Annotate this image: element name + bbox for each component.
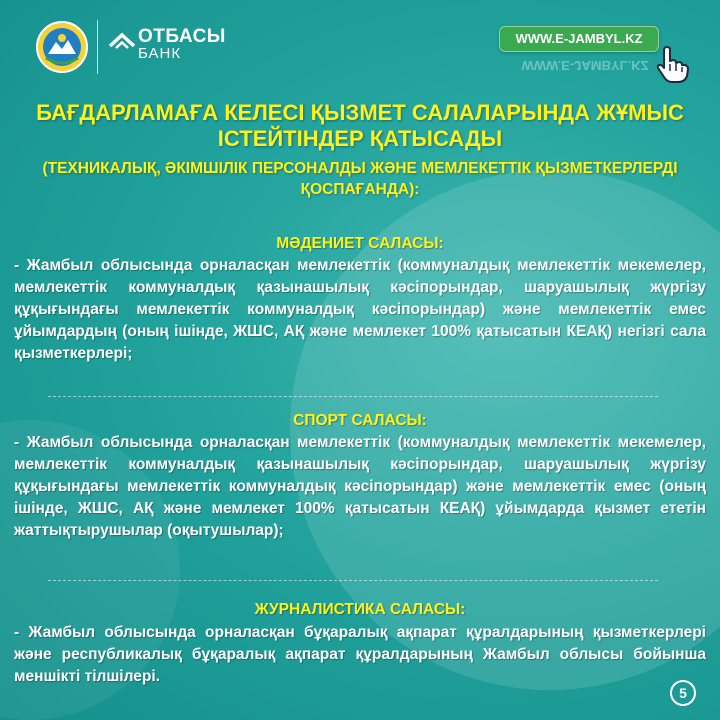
page-title: БАҒДАРЛАМАҒА КЕЛЕСІ ҚЫЗМЕТ САЛАЛАРЫНДА ЖҰМЫС ІСТЕЙТІНДЕР ҚАТЫСАДЫ — [36, 100, 684, 151]
website-link-reflection: WWW.E-JAMBYL.KZ — [521, 58, 649, 73]
section-body-journalism: - Жамбыл облысында орналасқан бұқаралық ақпарат құралдарының қызметкерлері және республикалық бұқаралық ақпарат құралдарының Жамбыл облысы бойынша меншікті тілшілері. — [14, 624, 706, 685]
page-subtitle: (ТЕХНИКАЛЫҚ, ӘКІМШІЛІК ПЕРСОНАЛДЫ ЖӘНЕ МЕМЛЕКЕТТІК ҚЫЗМЕТКЕРЛЕРДІ ҚОСПАҒАНДА): — [42, 160, 678, 198]
region-emblem-icon — [36, 18, 88, 76]
section-divider — [48, 580, 658, 581]
page-number: 5 — [670, 680, 696, 706]
section-title-journalism: ЖУРНАЛИСТИКА САЛАСЫ: — [254, 601, 466, 618]
section-body-sport: - Жамбыл облысында орналасқан мемлекеттік (коммуналдық мемлекеттік мекемелер, мемлекеттік коммуналдық қазынашылық кәсіпорындар, шаруашылық жүргізу құқығындағы мемлекеттік коммуналдық кәсіпорындар) және мемлекеттік емес (оның ішінде, ЖШС, АҚ және мемлекет 100% қатысатын КЕАҚ) ұйымдарда қызмет ететін жаттықтырушылар (оқытушылар); — [14, 434, 706, 539]
section-title-sport: СПОРТ САЛАСЫ: — [293, 412, 427, 429]
bank-name: ОТБАСЫ — [138, 26, 226, 47]
pointing-hand-cursor-icon — [652, 44, 692, 84]
bank-subtitle: БАНК — [138, 45, 182, 62]
section-title-culture: МӘДЕНИЕТ САЛАСЫ: — [276, 235, 444, 252]
otbasy-bank-logo-icon — [107, 30, 137, 60]
section-body-culture: - Жамбыл облысында орналасқан мемлекеттік (коммуналдық мемлекеттік мекемелер, мемлекеттік коммуналдық қазынашылық кәсіпорындар, шаруашылық жүргізу құқығындағы мемлекеттік коммуналдық кәсіпорындар) және мемлекеттік емес ұйымдардың (оның ішінде, ЖШС, АҚ және мемлекет 100% қатысатын КЕАҚ) негізгі сала қызметкерлері; — [14, 257, 706, 362]
website-link-button[interactable]: WWW.E-JAMBYL.KZ — [499, 26, 659, 52]
section-divider — [48, 396, 658, 397]
header-divider — [97, 20, 98, 74]
header — [0, 0, 720, 90]
